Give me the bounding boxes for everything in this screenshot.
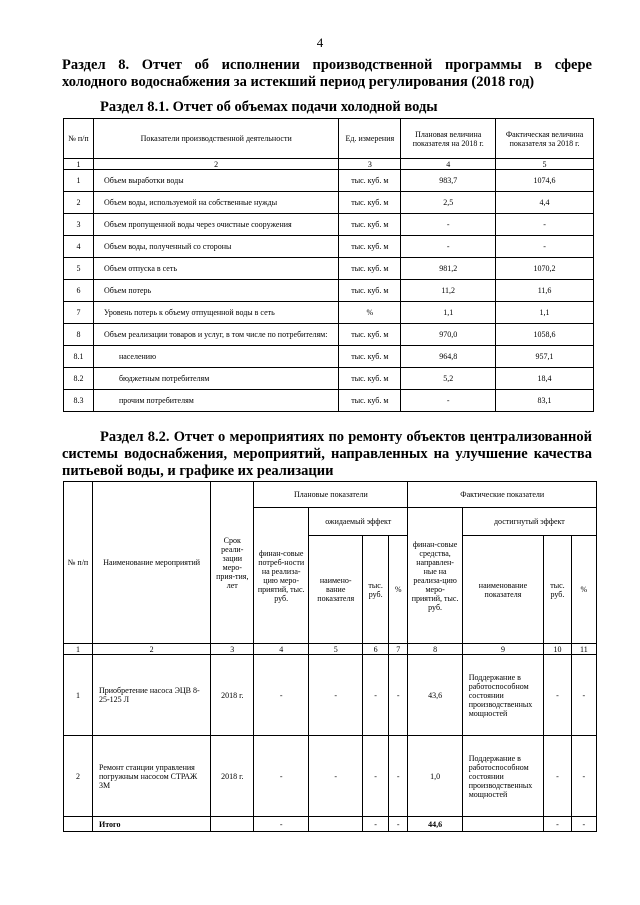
- col-number: 9: [462, 644, 543, 655]
- col-number: 6: [363, 644, 389, 655]
- row-fact: 1,1: [496, 302, 594, 324]
- total-exp-rub: -: [363, 817, 389, 832]
- row-plan: -: [401, 214, 496, 236]
- row-unit: тыс. куб. м: [339, 192, 401, 214]
- header-exp-pct: %: [388, 536, 408, 644]
- total-num: [64, 817, 93, 832]
- row-ach-name: Поддержание в работоспособном состоянии производственных мощностей: [462, 655, 543, 736]
- header-ach-name: наименование показателя: [462, 536, 543, 644]
- total-ach-name: [462, 817, 543, 832]
- row-exp-pct: -: [388, 736, 408, 817]
- row-indicator: прочим потребителям: [93, 390, 338, 412]
- row-unit: тыс. куб. м: [339, 170, 401, 192]
- col-number: 11: [571, 644, 596, 655]
- header-row-1: [64, 482, 597, 508]
- total-exp-pct: -: [388, 817, 408, 832]
- section-8-1-title: Раздел 8.1. Отчет об объемах подачи холодной воды: [100, 99, 438, 115]
- row-fact: -: [496, 214, 594, 236]
- row-indicator: бюджетным потребителям: [93, 368, 338, 390]
- total-exp-name: [309, 817, 363, 832]
- row-indicator: Уровень потерь к объему отпущенной воды в сеть: [93, 302, 338, 324]
- row-unit: тыс. куб. м: [339, 280, 401, 302]
- row-indicator: населению: [93, 346, 338, 368]
- row-term: 2018 г.: [211, 736, 254, 817]
- row-plan: 964,8: [401, 346, 496, 368]
- row-num: 8.3: [64, 390, 94, 412]
- row-num: 5: [64, 258, 94, 280]
- header-ach-rub: тыс. руб.: [544, 536, 572, 644]
- row-exp-pct: -: [388, 655, 408, 736]
- header-plan: Плановая величина показателя на 2018 г.: [401, 119, 496, 159]
- header-exp-rub: тыс. руб.: [363, 536, 389, 644]
- header-fact-fin: финан-совые средства, направлен-ные на реализа-цию меро-приятий, тыс. руб.: [408, 508, 462, 644]
- row-fact-fin: 1,0: [408, 736, 462, 817]
- column-number-row: [64, 159, 594, 170]
- row-plan: 983,7: [401, 170, 496, 192]
- table-row: [64, 655, 597, 736]
- row-plan: 981,2: [401, 258, 496, 280]
- section-8-2-line2: системы водоснабжения, мероприятий, направленных на улучшение качества: [62, 446, 592, 462]
- row-indicator: Объем воды, полученный со стороны: [93, 236, 338, 258]
- total-row: [64, 817, 597, 832]
- row-exp-name: -: [309, 736, 363, 817]
- table-row: [64, 368, 594, 390]
- table-row: [64, 214, 594, 236]
- row-fact: 83,1: [496, 390, 594, 412]
- row-fact: 957,1: [496, 346, 594, 368]
- row-num: 4: [64, 236, 94, 258]
- row-fact: -: [496, 236, 594, 258]
- row-num: 3: [64, 214, 94, 236]
- col-number: 3: [339, 159, 401, 170]
- row-num: 2: [64, 736, 93, 817]
- col-number: 1: [64, 159, 94, 170]
- section-8-line1: Раздел 8. Отчет об исполнении производственной программы в сфере: [62, 57, 592, 73]
- header-unit: Ед. измерения: [339, 119, 401, 159]
- header-fact: Фактическая величина показателя за 2018 г.: [496, 119, 594, 159]
- col-number: 4: [254, 644, 309, 655]
- table-row: [64, 346, 594, 368]
- row-num: 8: [64, 324, 94, 346]
- row-num: 1: [64, 655, 93, 736]
- row-unit: тыс. куб. м: [339, 324, 401, 346]
- row-indicator: Объем выработки воды: [93, 170, 338, 192]
- header-plan: Плановые показатели: [254, 482, 408, 508]
- header-expected: ожидаемый эффект: [309, 508, 408, 536]
- header-exp-name: наимено-вание показателя: [309, 536, 363, 644]
- col-number: 5: [496, 159, 594, 170]
- row-unit: тыс. куб. м: [339, 236, 401, 258]
- col-number: 3: [211, 644, 254, 655]
- table-row: [64, 258, 594, 280]
- table-row: [64, 236, 594, 258]
- table-row: [64, 390, 594, 412]
- col-number: 10: [544, 644, 572, 655]
- row-plan: 11,2: [401, 280, 496, 302]
- page-number: 4: [316, 35, 324, 50]
- row-exp-rub: -: [363, 736, 389, 817]
- header-term: Срок реали-зации меро-прия-тия, лет: [211, 482, 254, 644]
- header-achieved: достигнутый эффект: [462, 508, 596, 536]
- row-num: 8.1: [64, 346, 94, 368]
- row-indicator: Объем воды, используемой на собственные нужды: [93, 192, 338, 214]
- row-plan-fin: -: [254, 655, 309, 736]
- section-8-heading: [62, 57, 592, 91]
- col-number: 2: [92, 644, 210, 655]
- row-ach-pct: -: [571, 736, 596, 817]
- row-unit: тыс. куб. м: [339, 258, 401, 280]
- table-row: [64, 736, 597, 817]
- section-8-2-line3: питьевой воды, и графике их реализации: [62, 463, 334, 479]
- total-ach-rub: -: [544, 817, 572, 832]
- total-label: Итого: [92, 817, 210, 832]
- header-ach-pct: %: [571, 536, 596, 644]
- header-indicator: Показатели производственной деятельности: [93, 119, 338, 159]
- table-row: [64, 170, 594, 192]
- table-row: [64, 192, 594, 214]
- row-term: 2018 г.: [211, 655, 254, 736]
- row-num: 6: [64, 280, 94, 302]
- col-number: 4: [401, 159, 496, 170]
- row-num: 8.2: [64, 368, 94, 390]
- header-fact: Фактические показатели: [408, 482, 597, 508]
- row-fact: 1070,2: [496, 258, 594, 280]
- header-num: № п/п: [64, 482, 93, 644]
- row-exp-name: -: [309, 655, 363, 736]
- total-ach-pct: -: [571, 817, 596, 832]
- row-fact: 1074,6: [496, 170, 594, 192]
- row-unit: тыс. куб. м: [339, 214, 401, 236]
- header-num: № п/п: [64, 119, 94, 159]
- row-unit: тыс. куб. м: [339, 390, 401, 412]
- row-unit: тыс. куб. м: [339, 368, 401, 390]
- row-fact: 11,6: [496, 280, 594, 302]
- row-fact: 1058,6: [496, 324, 594, 346]
- header-name: Наименование мероприятий: [92, 482, 210, 644]
- total-fact-fin: 44,6: [408, 817, 462, 832]
- row-plan: 2,5: [401, 192, 496, 214]
- row-plan: 5,2: [401, 368, 496, 390]
- row-ach-rub: -: [544, 655, 572, 736]
- row-indicator: Объем пропущенной воды через очистные сооружения: [93, 214, 338, 236]
- total-term: [211, 817, 254, 832]
- row-ach-name: Поддержание в работоспособном состоянии производственных мощностей: [462, 736, 543, 817]
- section-8-2-heading: [62, 446, 592, 480]
- row-fact: 4,4: [496, 192, 594, 214]
- section-8-line2: холодного водоснабжения за истекший период регулирования (2018 год): [62, 74, 535, 90]
- column-number-row: [64, 644, 597, 655]
- row-exp-rub: -: [363, 655, 389, 736]
- table-row: [64, 302, 594, 324]
- row-measure-name: Ремонт станции управления погружным насосом СТРАЖ 3М: [92, 736, 210, 817]
- row-plan-fin: -: [254, 736, 309, 817]
- row-measure-name: Приобретение насоса ЭЦВ 8-25-125 Л: [92, 655, 210, 736]
- row-num: 2: [64, 192, 94, 214]
- row-fact-fin: 43,6: [408, 655, 462, 736]
- row-num: 1: [64, 170, 94, 192]
- row-indicator: Объем реализации товаров и услуг, в том числе по потребителям:: [93, 324, 338, 346]
- table-row: [64, 324, 594, 346]
- row-ach-rub: -: [544, 736, 572, 817]
- row-plan: -: [401, 236, 496, 258]
- row-indicator: Объем отпуска в сеть: [93, 258, 338, 280]
- col-number: 7: [388, 644, 408, 655]
- header-plan-fin: финан-совые потреб-ности на реализа-цию меро-приятий, тыс. руб.: [254, 508, 309, 644]
- col-number: 5: [309, 644, 363, 655]
- water-supply-table: [63, 118, 594, 412]
- row-indicator: Объем потерь: [93, 280, 338, 302]
- row-plan: 1,1: [401, 302, 496, 324]
- row-fact: 18,4: [496, 368, 594, 390]
- total-plan-fin: -: [254, 817, 309, 832]
- row-plan: -: [401, 390, 496, 412]
- table-row: [64, 280, 594, 302]
- col-number: 2: [93, 159, 338, 170]
- row-unit: тыс. куб. м: [339, 346, 401, 368]
- row-ach-pct: -: [571, 655, 596, 736]
- row-num: 7: [64, 302, 94, 324]
- col-number: 1: [64, 644, 93, 655]
- col-number: 8: [408, 644, 462, 655]
- section-8-2-heading-line1: Раздел 8.2. Отчет о мероприятиях по ремонту объектов централизованной: [100, 429, 592, 445]
- row-plan: 970,0: [401, 324, 496, 346]
- measures-table: [63, 481, 597, 832]
- table-header-row: [64, 119, 594, 159]
- row-unit: %: [339, 302, 401, 324]
